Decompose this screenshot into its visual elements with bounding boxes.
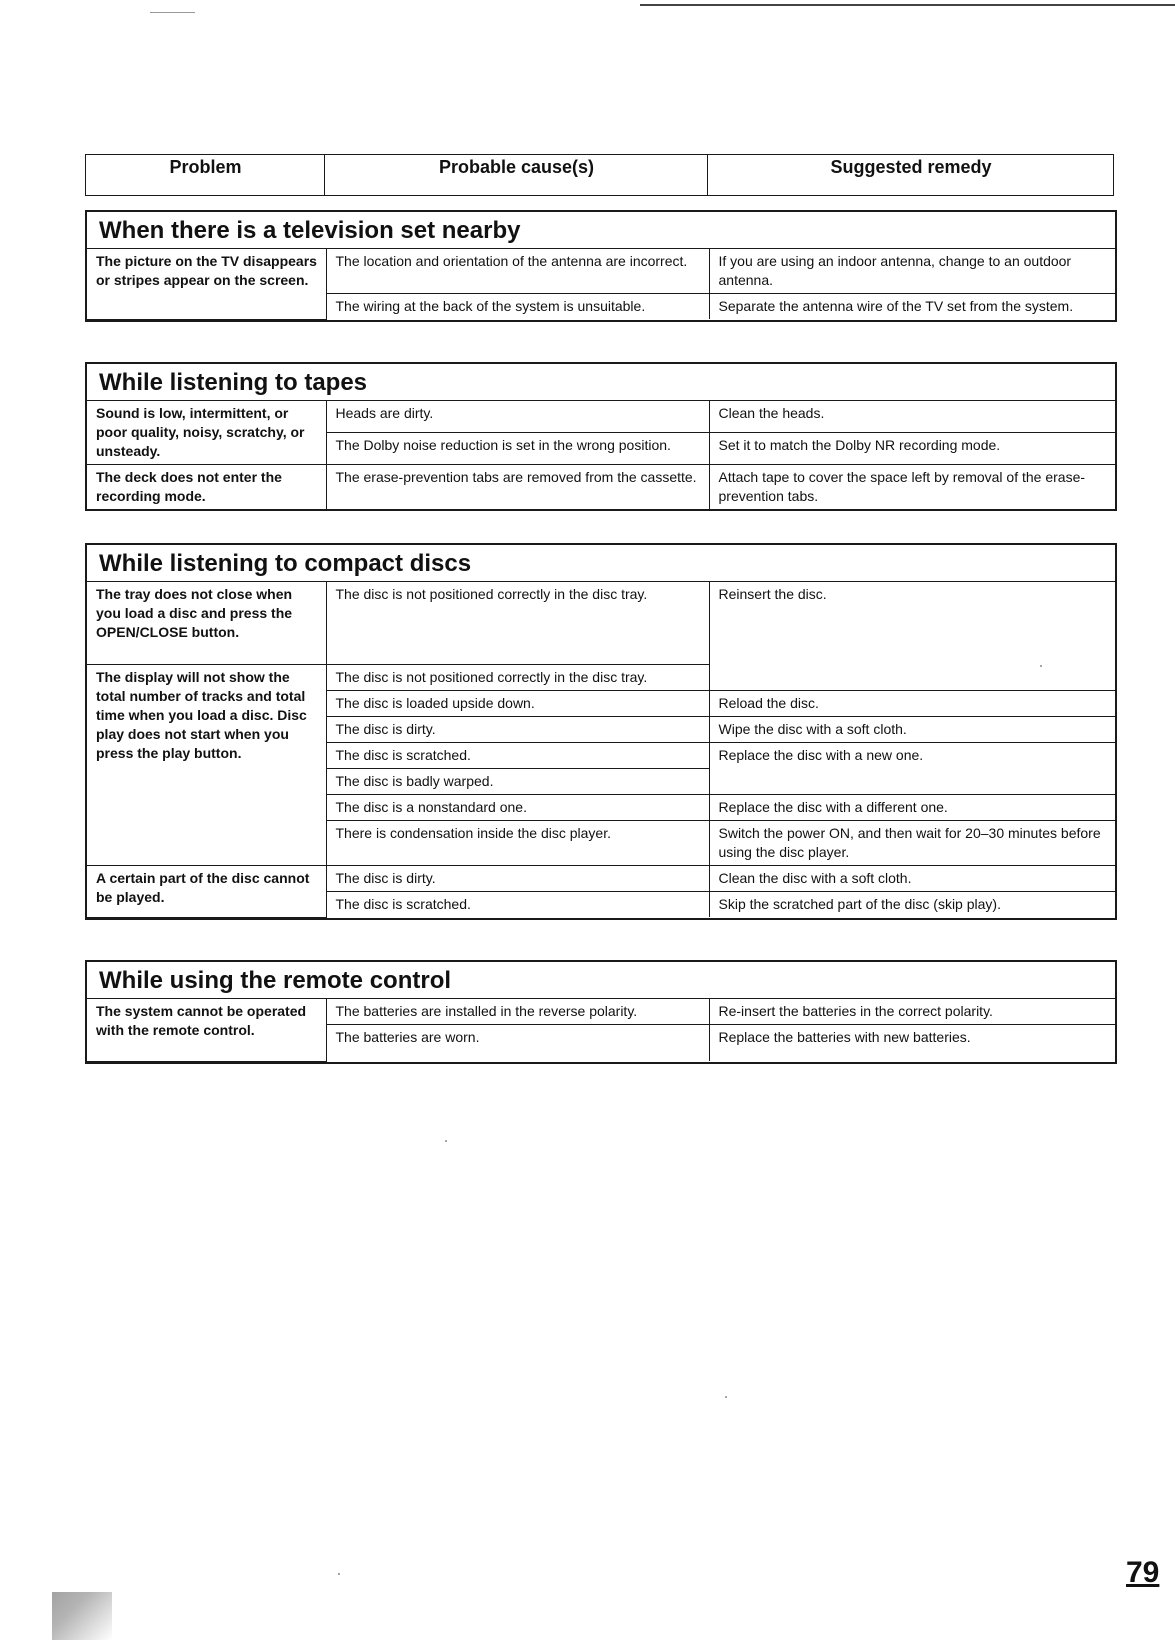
cause-cell: The disc is badly warped.: [326, 769, 709, 795]
section-table: [87, 999, 1115, 1062]
scan-edge-line: [640, 4, 1175, 6]
section-table: [87, 249, 1115, 320]
table-row: [87, 401, 1115, 432]
cause-cell: The disc is not positioned correctly in the disc tray.: [326, 665, 709, 691]
remedy-cell: Wipe the disc with a soft cloth.: [709, 717, 1115, 743]
remedy-cell: Clean the disc with a soft cloth.: [709, 866, 1115, 892]
cause-cell: The disc is loaded upside down.: [326, 691, 709, 717]
section-tv-nearby: [85, 210, 1117, 322]
problem-cell: Sound is low, intermittent, or poor quality, noisy, scratchy, or unsteady.: [87, 401, 326, 465]
scan-corner-smudge: [52, 1592, 112, 1640]
scan-speck: [1040, 665, 1042, 667]
section-compact-discs: [85, 543, 1117, 920]
scan-speck: [725, 1396, 727, 1398]
section-table: [87, 401, 1115, 509]
cause-cell: The disc is not positioned correctly in the disc tray.: [326, 582, 709, 665]
cause-cell: The disc is scratched.: [326, 743, 709, 769]
remedy-cell: Replace the batteries with new batteries.: [709, 1025, 1115, 1062]
table-row: [87, 582, 1115, 665]
section-title: While using the remote control: [87, 962, 1115, 999]
section-table: [87, 582, 1115, 918]
remedy-cell: Set it to match the Dolby NR recording mode.: [709, 432, 1115, 464]
section-tapes: [85, 362, 1117, 511]
section-remote-control: [85, 960, 1117, 1064]
cause-cell: The batteries are installed in the reverse polarity.: [326, 999, 709, 1025]
scan-mark: [150, 12, 195, 13]
remedy-cell: Switch the power ON, and then wait for 20–30 minutes before using the disc player.: [709, 821, 1115, 866]
cause-cell: The disc is a nonstandard one.: [326, 795, 709, 821]
table-row: [87, 249, 1115, 294]
remedy-cell: Skip the scratched part of the disc (skip play).: [709, 892, 1115, 918]
cause-cell: The location and orientation of the antenna are incorrect.: [326, 249, 709, 294]
cause-cell: The erase-prevention tabs are removed from the cassette.: [326, 465, 709, 510]
header-problem: Problem: [86, 155, 325, 196]
cause-cell: The disc is dirty.: [326, 866, 709, 892]
section-title: While listening to tapes: [87, 364, 1115, 401]
problem-cell: The system cannot be operated with the remote control.: [87, 999, 326, 1061]
remedy-cell: Clean the heads.: [709, 401, 1115, 432]
remedy-cell: Reload the disc.: [709, 691, 1115, 717]
remedy-cell: If you are using an indoor antenna, change to an outdoor antenna.: [709, 249, 1115, 294]
table-row: [87, 999, 1115, 1025]
remedy-cell: Re-insert the batteries in the correct polarity.: [709, 999, 1115, 1025]
cause-cell: The disc is dirty.: [326, 717, 709, 743]
column-header-table: [85, 154, 1114, 196]
page-number: 79: [1126, 1556, 1160, 1589]
header-remedy: Suggested remedy: [708, 155, 1114, 196]
problem-cell: A certain part of the disc cannot be played.: [87, 866, 326, 918]
scan-speck: [338, 1573, 340, 1575]
cause-cell: The batteries are worn.: [326, 1025, 709, 1062]
section-title: While listening to compact discs: [87, 545, 1115, 582]
remedy-cell: Replace the disc with a new one.: [709, 743, 1115, 795]
cause-cell: Heads are dirty.: [326, 401, 709, 432]
remedy-cell: Reinsert the disc.: [709, 582, 1115, 691]
cause-cell: The Dolby noise reduction is set in the wrong position.: [326, 432, 709, 464]
problem-cell: The picture on the TV disappears or stripes appear on the screen.: [87, 249, 326, 319]
problem-cell: The tray does not close when you load a disc and press the OPEN/CLOSE button.: [87, 582, 326, 665]
problem-cell: The display will not show the total number of tracks and total time when you load a disc. Disc play does not start when you press the play button.: [87, 665, 326, 866]
problem-cell: The deck does not enter the recording mode.: [87, 465, 326, 510]
table-row: [87, 465, 1115, 510]
remedy-cell: Attach tape to cover the space left by removal of the erase-prevention tabs.: [709, 465, 1115, 510]
cause-cell: The disc is scratched.: [326, 892, 709, 918]
scan-speck: [445, 1140, 447, 1142]
section-title: When there is a television set nearby: [87, 212, 1115, 249]
header-cause: Probable cause(s): [325, 155, 708, 196]
table-row: [87, 866, 1115, 892]
remedy-cell: Replace the disc with a different one.: [709, 795, 1115, 821]
remedy-cell: Separate the antenna wire of the TV set from the system.: [709, 294, 1115, 320]
cause-cell: The wiring at the back of the system is unsuitable.: [326, 294, 709, 320]
cause-cell: There is condensation inside the disc player.: [326, 821, 709, 866]
